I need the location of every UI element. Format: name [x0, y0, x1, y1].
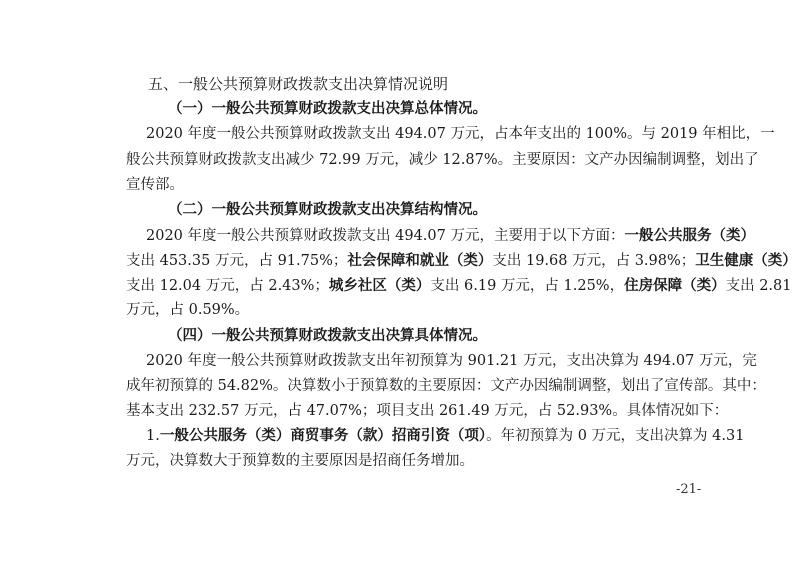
sub4-paragraph-line-3: 基本支出 232.57 万元，占 47.07%；项目支出 261.49 万元，占 52.93%。具体情况如下： — [126, 403, 729, 419]
sub2-text: 支出 19.68 万元，占 3.98%； — [492, 253, 696, 269]
subsection-2-heading: （二）一般公共预算财政拨款支出决算结构情况。 — [168, 202, 487, 218]
sub2-category-urban-rural: 城乡社区（类） — [328, 278, 431, 294]
sub1-paragraph-line-2: 般公共预算财政拨款支出减少 72.99 万元，减少 12.87%。主要原因：文产办因编制调整，划出了 — [126, 152, 759, 168]
sub1-paragraph-line-3: 宣传部。 — [126, 177, 184, 193]
item-number: 1. — [146, 428, 160, 444]
sub2-text: 支出 12.04 万元，占 2.43%； — [126, 278, 329, 294]
sub2-paragraph-line-4: 万元，占 0.59%。 — [126, 302, 250, 318]
sub4-item-1-line-2: 万元，决算数大于预算数的主要原因是招商任务增加。 — [126, 453, 474, 469]
subsection-1-heading: （一）一般公共预算财政拨款支出决算总体情况。 — [168, 101, 487, 117]
section-title: 五、一般公共预算财政拨款支出决算情况说明 — [148, 75, 449, 93]
sub1-paragraph-line-1: 2020 年度一般公共预算财政拨款支出 494.07 万元，占本年支出的 100%。与 2019 年相比，一 — [146, 126, 775, 142]
sub2-category-health: 卫生健康（类） — [695, 253, 797, 269]
sub2-text: 支出 2.81 — [725, 278, 792, 294]
item-1-text: 。年初预算为 0 万元，支出决算为 4.31 — [486, 428, 745, 444]
sub2-paragraph-line-2 — [126, 251, 797, 271]
item-1-category: 一般公共服务（类）商贸事务（款）招商引资（项） — [159, 428, 487, 444]
sub2-paragraph-line-3 — [126, 276, 792, 296]
sub4-item-1-line-1 — [146, 426, 745, 446]
sub2-category-general-public-service: 一般公共服务（类） — [624, 228, 755, 244]
page-number: -21- — [676, 482, 702, 497]
sub2-category-housing: 住房保障（类） — [624, 278, 726, 294]
sub2-text: 支出 6.19 万元，占 1.25%， — [430, 278, 625, 294]
sub4-paragraph-line-2: 成年初预算的 54.82%。决算数小于预算数的主要原因：文产办因编制调整，划出了宣传部。其中： — [126, 378, 766, 394]
sub4-paragraph-line-1: 2020 年度一般公共预算财政拨款支出年初预算为 901.21 万元，支出决算为 494.07 万元，完 — [146, 353, 757, 369]
sub2-text: 支出 453.35 万元，占 91.75%； — [126, 253, 348, 269]
sub2-text: 2020 年度一般公共预算财政拨款支出 494.07 万元，主要用于以下方面： — [146, 228, 625, 244]
sub2-category-social-security: 社会保障和就业（类） — [347, 253, 493, 269]
sub2-paragraph-line-1 — [146, 226, 755, 246]
subsection-4-heading: （四）一般公共预算财政拨款支出决算具体情况。 — [168, 328, 487, 344]
